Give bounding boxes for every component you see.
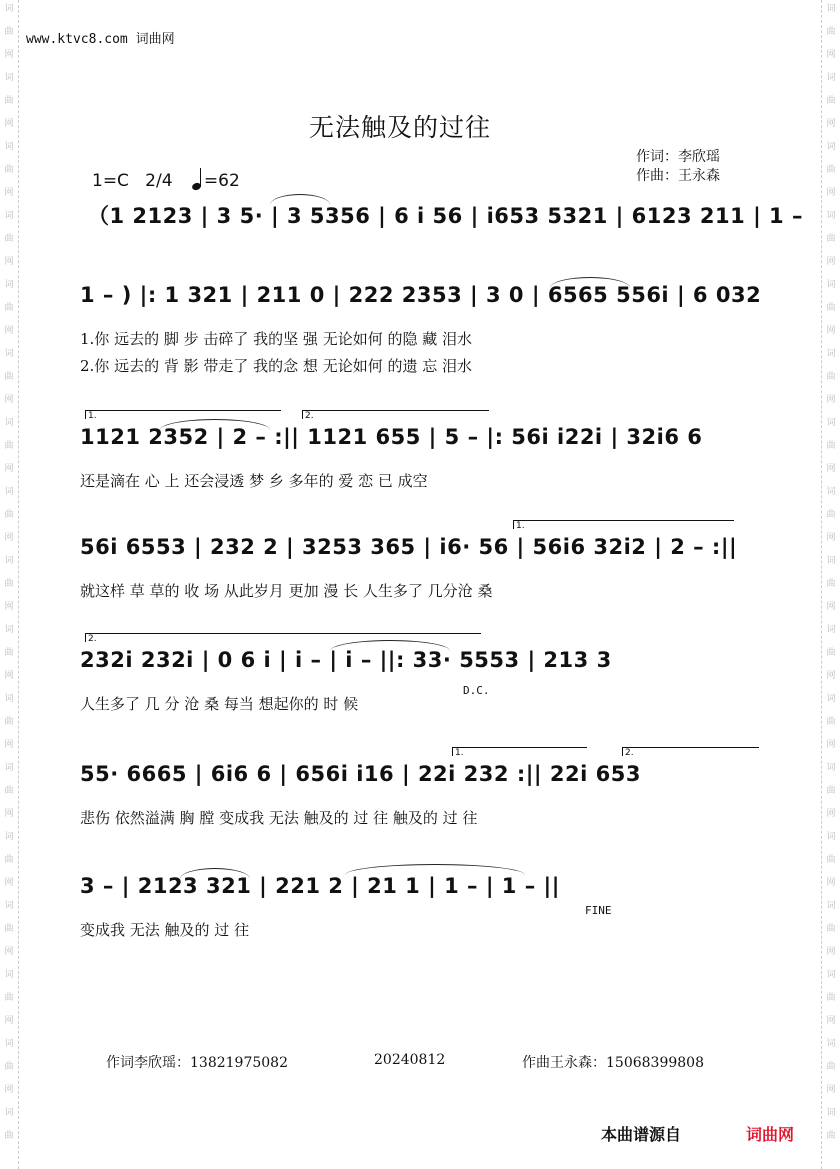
watermark-char: 网 [4, 257, 14, 267]
watermark-char: 词 [4, 970, 14, 980]
watermark-char: 词 [4, 4, 14, 14]
volta-bracket-2: 2. [85, 633, 481, 642]
watermark-char: 曲 [4, 855, 14, 865]
watermark-char: 网 [826, 1016, 836, 1026]
lyricist-credit: 作词：李欣瑶 [636, 149, 720, 165]
notes-row-2: 1 – ) |: 1 321 | 211 0 | 222 2353 | 3 0 | 6565 556i | 6 032 [80, 283, 762, 307]
left-watermark-strip [0, 0, 19, 1169]
watermark-char: 网 [4, 809, 14, 819]
volta-bracket-1: 1. [513, 520, 734, 529]
watermark-char: 网 [826, 188, 836, 198]
watermark-char: 曲 [826, 1131, 836, 1141]
watermark-char: 词 [826, 1039, 836, 1049]
watermark-char: 词 [826, 763, 836, 773]
dc-mark: D.C. [463, 684, 490, 697]
key-signature [92, 168, 240, 191]
volta-bracket-2: 2. [302, 410, 489, 419]
watermark-char: 词 [826, 1108, 836, 1118]
watermark-char: 网 [826, 878, 836, 888]
watermark-char: 网 [826, 119, 836, 129]
volta-bracket-1: 1. [85, 410, 281, 419]
right-watermark-strip [821, 0, 840, 1169]
watermark-char: 网 [4, 740, 14, 750]
watermark-char: 曲 [826, 855, 836, 865]
watermark-char: 词 [4, 832, 14, 842]
watermark-char: 词 [4, 901, 14, 911]
composer-contact: 作曲王永森：15068399808 [522, 1055, 704, 1071]
watermark-char: 词 [4, 694, 14, 704]
watermark-char: 网 [826, 326, 836, 336]
watermark-char: 词 [826, 625, 836, 635]
watermark-char: 词 [4, 625, 14, 635]
watermark-char: 网 [4, 1085, 14, 1095]
watermark-char: 曲 [4, 234, 14, 244]
lyrics-row-4: 就这样 草 草的 收 场 从此岁月 更加 漫 长 人生多了 几分沧 桑 [80, 582, 493, 600]
watermark-char: 网 [4, 395, 14, 405]
watermark-char: 曲 [826, 27, 836, 37]
watermark-char: 网 [4, 602, 14, 612]
lyrics-row-3: 还是滴在 心 上 还会浸透 梦 乡 多年的 爱 恋 已 成空 [80, 472, 428, 490]
watermark-char: 词 [826, 901, 836, 911]
watermark-char: 曲 [4, 786, 14, 796]
watermark-char: 网 [826, 50, 836, 60]
slur [345, 864, 525, 875]
watermark-char: 曲 [826, 303, 836, 313]
watermark-char: 曲 [4, 165, 14, 175]
watermark-char: 网 [4, 1016, 14, 1026]
watermark-char: 曲 [4, 303, 14, 313]
watermark-char: 网 [826, 257, 836, 267]
watermark-char: 词 [826, 487, 836, 497]
notes-row-7: 3 – | 2123 321 | 221 2 | 21 1 | 1 – | 1 – || [80, 874, 560, 898]
watermark-char: 曲 [4, 372, 14, 382]
key: 1=C [92, 171, 129, 191]
watermark-char: 词 [4, 211, 14, 221]
site-url[interactable]: www.ktvc8.com [26, 32, 128, 47]
watermark-char: 曲 [826, 441, 836, 451]
volta-bracket-2: 2. [622, 747, 759, 756]
watermark-char: 网 [4, 188, 14, 198]
meter: 2/4 [145, 171, 173, 191]
lyrics-row-7: 变成我 无法 触及的 过 往 [80, 921, 250, 939]
watermark-char: 词 [4, 280, 14, 290]
watermark-char: 网 [4, 119, 14, 129]
watermark-char: 曲 [826, 165, 836, 175]
watermark-char: 曲 [4, 1062, 14, 1072]
slur [180, 868, 250, 879]
watermark-char: 网 [826, 740, 836, 750]
slur [270, 194, 330, 205]
watermark-char: 网 [826, 395, 836, 405]
lyrics-row-6: 悲伤 依然溢满 胸 膛 变成我 无法 触及的 过 往 触及的 过 往 [80, 809, 478, 827]
notes-row-6: 55· 6665 | 6i6 6 | 656i i16 | 22i 232 :|| 22i 653 [80, 762, 641, 786]
watermark-char: 曲 [826, 510, 836, 520]
watermark-char: 网 [4, 464, 14, 474]
watermark-char: 曲 [826, 1062, 836, 1072]
watermark-char: 词 [4, 1108, 14, 1118]
watermark-char: 曲 [826, 648, 836, 658]
watermark-char: 网 [4, 50, 14, 60]
watermark-char: 词 [826, 418, 836, 428]
site-name[interactable]: 词曲网 [135, 32, 175, 47]
watermark-char: 词 [4, 556, 14, 566]
watermark-char: 曲 [826, 579, 836, 589]
watermark-char: 曲 [4, 648, 14, 658]
watermark-char: 网 [826, 533, 836, 543]
watermark-char: 网 [826, 671, 836, 681]
notes-row-4: 56i 6553 | 232 2 | 3253 365 | i6· 56 | 56i6 32i2 | 2 – :|| [80, 535, 738, 559]
watermark-char: 词 [4, 1039, 14, 1049]
watermark-char: 词 [4, 487, 14, 497]
watermark-char: 词 [826, 211, 836, 221]
notes-row-1: （1 2123 | 3 5· | 3 5356 | 6 i 56 | i653 5321 | 6123 211 | 1 – [88, 204, 803, 228]
watermark-char: 词 [826, 73, 836, 83]
watermark-char: 网 [4, 326, 14, 336]
watermark-char: 词 [4, 142, 14, 152]
watermark-char: 曲 [4, 717, 14, 727]
watermark-char: 网 [826, 809, 836, 819]
watermark-char: 曲 [4, 27, 14, 37]
watermark-char: 曲 [826, 96, 836, 106]
watermark-char: 网 [826, 1085, 836, 1095]
watermark-char: 曲 [826, 924, 836, 934]
watermark-char: 词 [826, 142, 836, 152]
composer-credit: 作曲：王永森 [636, 168, 720, 184]
lyrics-verse-1: 1.你 远去的 脚 步 击碎了 我的坚 强 无论如何 的隐 藏 泪水 [80, 330, 472, 348]
watermark-char: 曲 [826, 717, 836, 727]
watermark-char: 词 [826, 832, 836, 842]
date: 20240812 [374, 1052, 446, 1068]
watermark-char: 曲 [4, 96, 14, 106]
watermark-char: 曲 [4, 924, 14, 934]
watermark-char: 词 [826, 4, 836, 14]
song-title: 无法触及的过往 [308, 113, 491, 142]
watermark-char: 词 [4, 418, 14, 428]
site-logo[interactable]: 词曲网 [746, 1125, 795, 1144]
lyrics-row-5: 人生多了 几 分 沧 桑 每当 想起你的 时 候 [80, 695, 359, 713]
watermark-char: 词 [826, 556, 836, 566]
watermark-char: 网 [4, 947, 14, 957]
watermark-char: 词 [4, 73, 14, 83]
lyrics-verse-2: 2.你 远去的 背 影 带走了 我的念 想 无论如何 的遗 忘 泪水 [80, 357, 472, 375]
watermark-char: 词 [4, 349, 14, 359]
watermark-char: 曲 [826, 372, 836, 382]
tempo: =62 [203, 171, 240, 191]
fine-mark: FINE [585, 904, 612, 917]
notes-row-3: 1121 2352 | 2 – :|| 1121 655 | 5 – |: 56i i22i | 32i6 6 [80, 425, 703, 449]
slur [550, 277, 630, 288]
watermark-char: 网 [826, 602, 836, 612]
watermark-char: 网 [4, 878, 14, 888]
watermark-char: 网 [826, 464, 836, 474]
site-header[interactable] [26, 28, 175, 47]
watermark-char: 词 [826, 694, 836, 704]
watermark-char: 词 [826, 280, 836, 290]
slur [160, 419, 270, 430]
source-label: 本曲谱源自 [601, 1125, 682, 1144]
watermark-char: 曲 [4, 510, 14, 520]
watermark-char: 曲 [826, 234, 836, 244]
watermark-char: 曲 [4, 579, 14, 589]
watermark-char: 网 [4, 671, 14, 681]
watermark-char: 曲 [4, 1131, 14, 1141]
volta-bracket-1: 1. [452, 747, 587, 756]
watermark-char: 词 [826, 349, 836, 359]
lyricist-contact: 作词李欣瑶：13821975082 [106, 1055, 288, 1071]
watermark-char: 曲 [826, 993, 836, 1003]
watermark-char: 网 [4, 533, 14, 543]
watermark-char: 曲 [826, 786, 836, 796]
watermark-char: 词 [826, 970, 836, 980]
watermark-char: 曲 [4, 993, 14, 1003]
watermark-char: 曲 [4, 441, 14, 451]
watermark-char: 词 [4, 763, 14, 773]
watermark-char: 网 [826, 947, 836, 957]
quarter-note-icon [192, 168, 202, 190]
notes-row-5: 232i 232i | 0 6 i | i – | i – ||: 33· 5553 | 213 3 [80, 648, 612, 672]
